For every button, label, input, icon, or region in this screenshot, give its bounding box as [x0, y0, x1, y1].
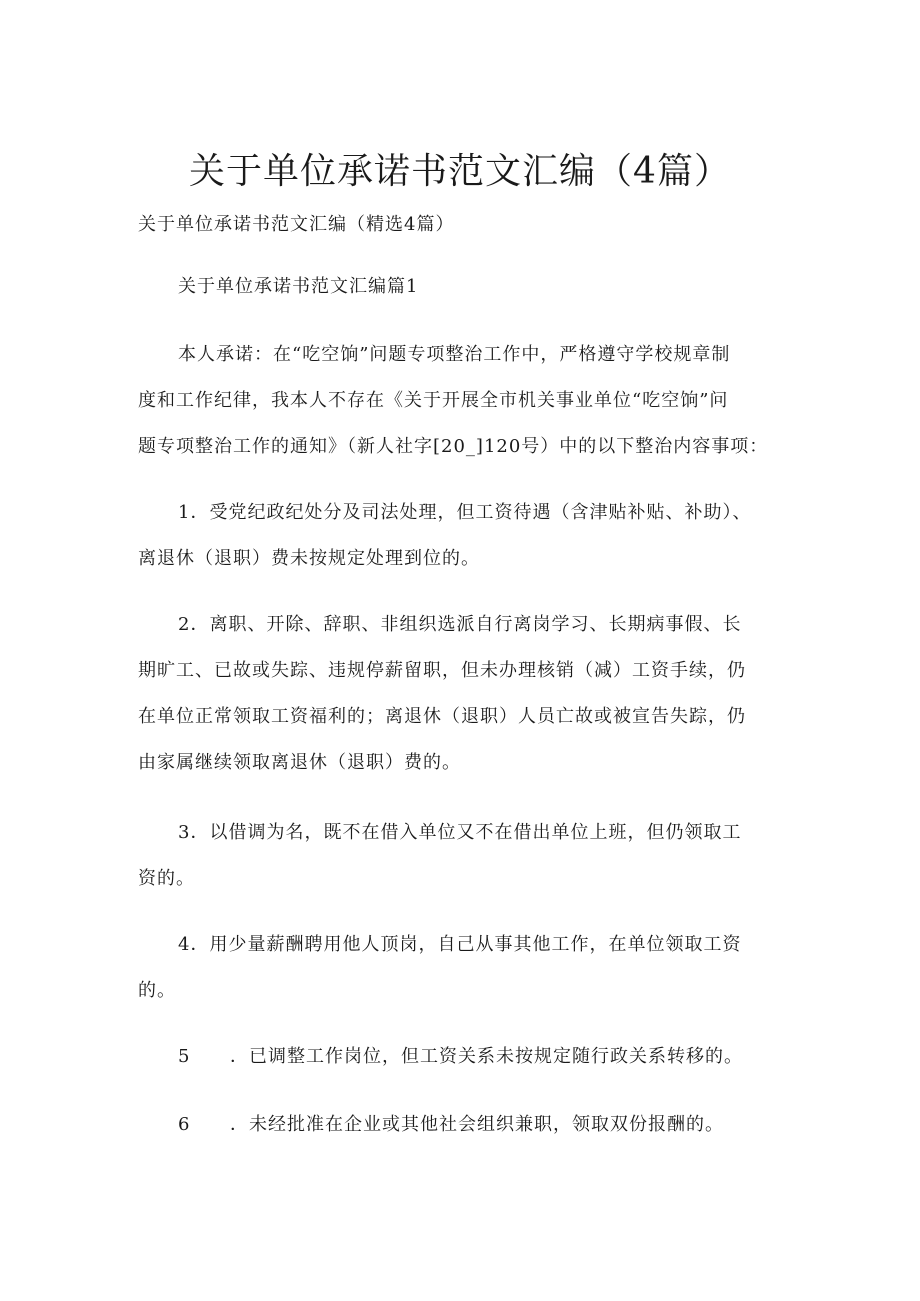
- item-text: ．以借调为名，既不在借入单位又不在借出单位上班，但仍领取工: [190, 822, 742, 843]
- item-number: 3: [178, 822, 191, 843]
- item-text: 离退休（退职）费未按规定处理到位的。: [138, 548, 480, 569]
- list-item: [178, 498, 798, 524]
- item-text: 的。: [138, 980, 176, 1001]
- item-text: 资的。: [138, 868, 195, 889]
- list-item: [178, 1042, 798, 1068]
- item-text: ．离职、开除、辞职、非组织选派自行离岗学习、长期病事假、长: [190, 614, 742, 635]
- intro-line: 题专项整治工作的通知》（新人社字[20_]120号）中的以下整治内容事项：: [138, 436, 769, 457]
- item-text: 在单位正常领取工资福利的；离退休（退职）人员亡故或被宣告失踪，仍: [138, 706, 746, 727]
- item-number: 2: [178, 614, 191, 635]
- list-item: [178, 930, 798, 956]
- list-item: [178, 610, 798, 636]
- list-item: [178, 818, 798, 844]
- intro-line: 度和工作纪律，我本人不存在《关于开展全市机关事业单位“吃空饷”问: [138, 390, 729, 411]
- item-number: 1: [178, 502, 191, 523]
- document-title: 关于单位承诺书范文汇编（4篇）: [189, 151, 731, 192]
- item-text: ．已调整工作岗位，但工资关系未按规定随行政关系转移的。: [230, 1046, 743, 1067]
- intro-line: 本人承诺：在“吃空饷”问题专项整治工作中，严格遵守学校规章制: [178, 344, 731, 365]
- item-text: ．未经批准在企业或其他社会组织兼职，领取双份报酬的。: [230, 1114, 724, 1135]
- item-text: 期旷工、已故或失踪、违规停薪留职，但未办理核销（减）工资手续，仍: [138, 660, 746, 681]
- item-number: 6: [178, 1114, 191, 1135]
- section-heading: 关于单位承诺书范文汇编篇1: [178, 276, 419, 297]
- list-item: [178, 1110, 798, 1136]
- item-text: 由家属继续领取离退休（退职）费的。: [138, 752, 461, 773]
- item-text: ．受党纪政纪处分及司法处理，但工资待遇（含津贴补贴、补助）、: [190, 502, 752, 523]
- item-number: 5: [178, 1046, 191, 1067]
- document-subtitle: 关于单位承诺书范文汇编（精选4篇）: [138, 214, 455, 235]
- item-text: ．用少量薪酬聘用他人顶岗，自己从事其他工作，在单位领取工资: [190, 934, 742, 955]
- item-number: 4: [178, 934, 191, 955]
